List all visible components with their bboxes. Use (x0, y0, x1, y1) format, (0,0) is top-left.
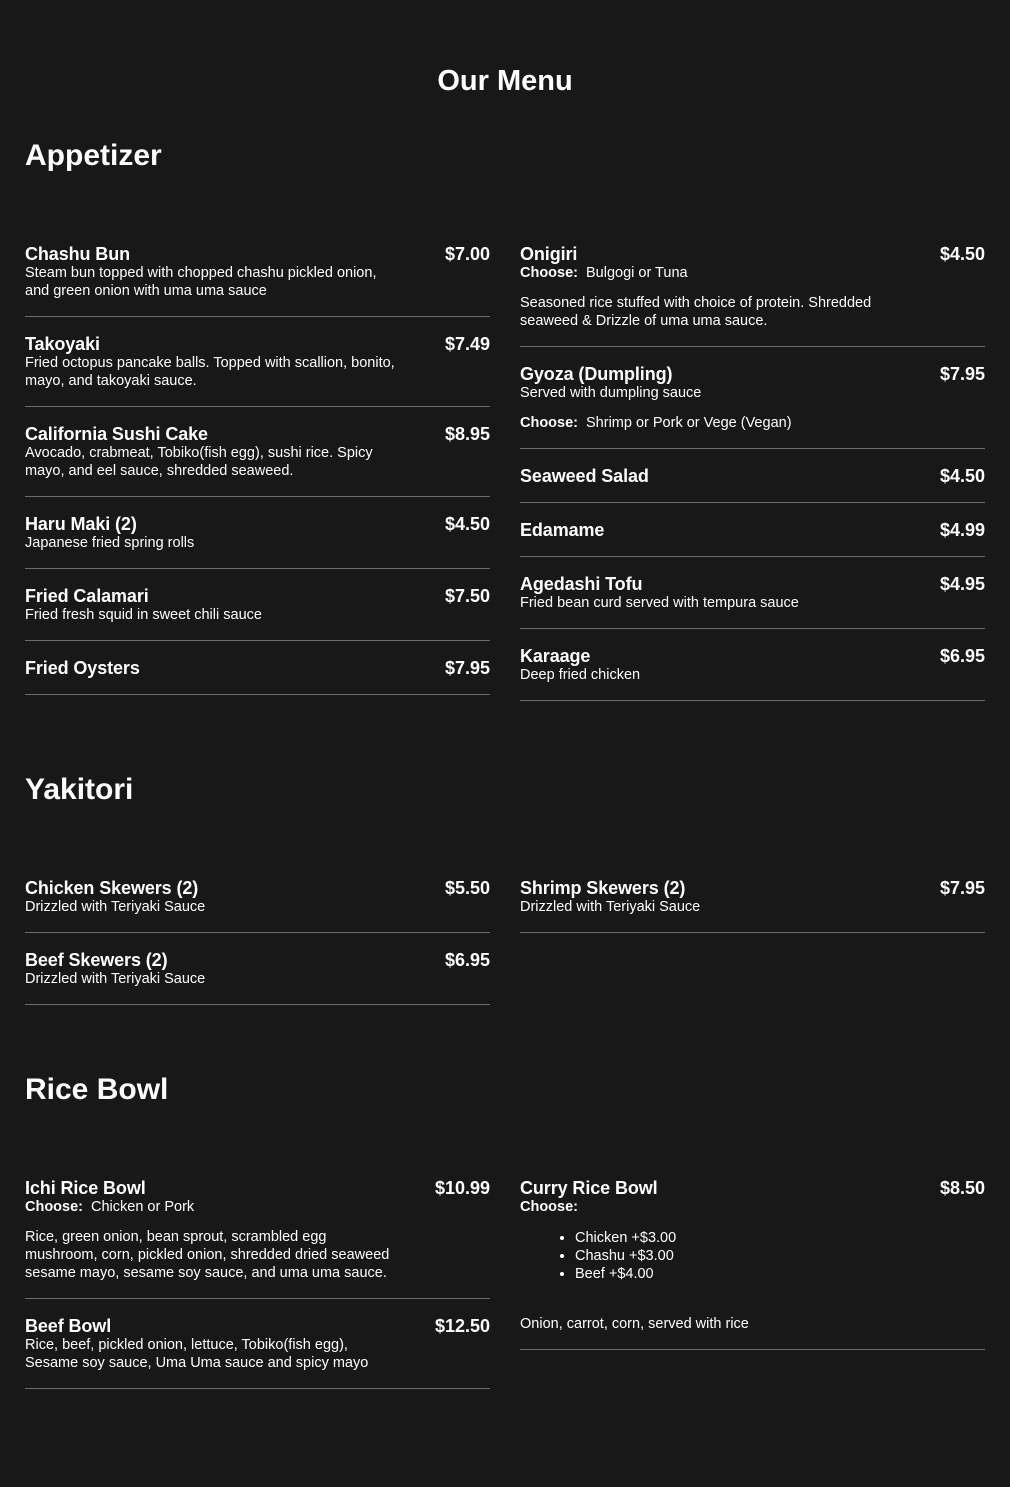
item-price: $7.95 (939, 878, 985, 898)
choose-value: Chicken or Pork (91, 1199, 195, 1215)
option-item: • Beef +$4.00 (575, 1265, 985, 1283)
menu-item-beef-bowl (25, 1316, 490, 1389)
item-description: Japanese fried spring rolls (25, 535, 195, 551)
section-title-yakitori: Yakitori (25, 773, 134, 806)
rice-bowl-right-column (520, 1178, 985, 1350)
item-name: Curry Rice Bowl (520, 1178, 658, 1198)
menu-item-seaweed-salad (520, 466, 985, 503)
menu-item-curry-rice-bowl (520, 1178, 985, 1350)
item-name: California Sushi Cake (25, 424, 208, 444)
option-list (520, 1229, 985, 1283)
menu-item-karaage (520, 646, 985, 701)
menu-item-chashu-bun (25, 244, 490, 317)
item-price: $7.49 (444, 334, 490, 354)
item-description: Deep fried chicken (520, 667, 641, 683)
item-price: $4.99 (939, 520, 985, 540)
item-description: Fried fresh squid in sweet chili sauce (25, 607, 262, 623)
menu-item-onigiri (520, 244, 985, 347)
choose-label: Choose: (520, 1199, 578, 1215)
yakitori-left-column (25, 878, 490, 1005)
item-description: Onion, carrot, corn, served with rice (520, 1316, 749, 1332)
item-price: $4.50 (939, 466, 985, 486)
rice-bowl-left-column (25, 1178, 490, 1389)
item-name: Shrimp Skewers (2) (520, 878, 686, 898)
menu-item-beef-skewers (25, 950, 490, 1005)
item-description: Steam bun topped with chopped chashu pickled onion, and green onion with uma uma sauce (25, 265, 377, 299)
item-price: $6.95 (939, 646, 985, 666)
item-name: Edamame (520, 520, 605, 540)
menu-item-california-sushi-cake (25, 424, 490, 497)
item-choose (520, 264, 985, 282)
item-name: Seaweed Salad (520, 466, 649, 486)
menu-item-fried-calamari (25, 586, 490, 641)
item-description: Seasoned rice stuffed with choice of protein. Shredded seaweed & Drizzle of uma uma sauce. (520, 295, 872, 329)
choose-label: Choose: (520, 265, 578, 281)
menu-item-edamame (520, 520, 985, 557)
item-name: Gyoza (Dumpling) (520, 364, 673, 384)
option-item: • Chicken +$3.00 (575, 1229, 985, 1247)
item-name: Ichi Rice Bowl (25, 1178, 146, 1198)
item-name: Fried Calamari (25, 586, 149, 606)
item-name: Chicken Skewers (2) (25, 878, 199, 898)
section-title-appetizer: Appetizer (25, 139, 162, 172)
item-name: Onigiri (520, 244, 578, 264)
item-choose (520, 414, 985, 448)
option-item: • Chashu +$3.00 (575, 1247, 985, 1265)
menu-item-chicken-skewers (25, 878, 490, 933)
yakitori-right-column (520, 878, 985, 933)
page-title: Our Menu (437, 65, 573, 97)
section-title-rice-bowl: Rice Bowl (25, 1073, 169, 1106)
item-price: $7.95 (444, 658, 490, 678)
item-price: $8.50 (939, 1178, 985, 1198)
menu-item-haru-maki (25, 514, 490, 569)
item-price: $4.50 (939, 244, 985, 264)
item-description: Drizzled with Teriyaki Sauce (520, 899, 701, 915)
item-name: Karaage (520, 646, 591, 666)
choose-value: Bulgogi or Tuna (586, 265, 688, 281)
menu-item-shrimp-skewers (520, 878, 985, 933)
item-description: Fried octopus pancake balls. Topped with scallion, bonito, mayo, and takoyaki sauce. (25, 355, 395, 389)
item-choose (25, 1198, 490, 1216)
item-price: $7.50 (444, 586, 490, 606)
menu-item-takoyaki (25, 334, 490, 407)
item-price: $8.95 (444, 424, 490, 444)
item-description: Drizzled with Teriyaki Sauce (25, 971, 206, 987)
menu-item-fried-oysters (25, 658, 490, 695)
menu-item-ichi-rice-bowl (25, 1178, 490, 1299)
item-price: $12.50 (434, 1316, 490, 1336)
item-name: Beef Skewers (2) (25, 950, 168, 970)
item-price: $4.50 (444, 514, 490, 534)
item-name: Haru Maki (2) (25, 514, 137, 534)
item-price: $10.99 (434, 1178, 490, 1198)
choose-label: Choose: (25, 1199, 83, 1215)
choose-label: Choose: (520, 415, 578, 431)
item-name: Beef Bowl (25, 1316, 112, 1336)
item-description: Fried bean curd served with tempura sauce (520, 595, 799, 611)
choose-value: Shrimp or Pork or Vege (Vegan) (586, 415, 792, 431)
item-description: Drizzled with Teriyaki Sauce (25, 899, 206, 915)
menu-item-agedashi-tofu (520, 574, 985, 629)
item-description: Served with dumpling sauce (520, 385, 702, 401)
item-price: $7.00 (444, 244, 490, 264)
menu-item-gyoza (520, 364, 985, 449)
item-price: $5.50 (444, 878, 490, 898)
item-choose (520, 1198, 985, 1216)
item-price: $7.95 (939, 364, 985, 384)
item-description: Rice, beef, pickled onion, lettuce, Tobiko(fish egg), Sesame soy sauce, Uma Uma sauce and spicy mayo (25, 1337, 369, 1371)
item-description: Rice, green onion, bean sprout, scrambled egg mushroom, corn, pickled onion, shredded dried seaweed sesame mayo, sesame soy sauce, and uma uma sauce. (25, 1229, 390, 1281)
appetizer-left-column (25, 244, 490, 695)
item-description: Avocado, crabmeat, Tobiko(fish egg), sushi rice. Spicy mayo, and eel sauce, shredded seaweed. (25, 445, 373, 479)
item-name: Takoyaki (25, 334, 100, 354)
item-price: $6.95 (444, 950, 490, 970)
appetizer-right-column (520, 244, 985, 701)
item-price: $4.95 (939, 574, 985, 594)
item-name: Fried Oysters (25, 658, 140, 678)
item-name: Chashu Bun (25, 244, 130, 264)
item-name: Agedashi Tofu (520, 574, 643, 594)
